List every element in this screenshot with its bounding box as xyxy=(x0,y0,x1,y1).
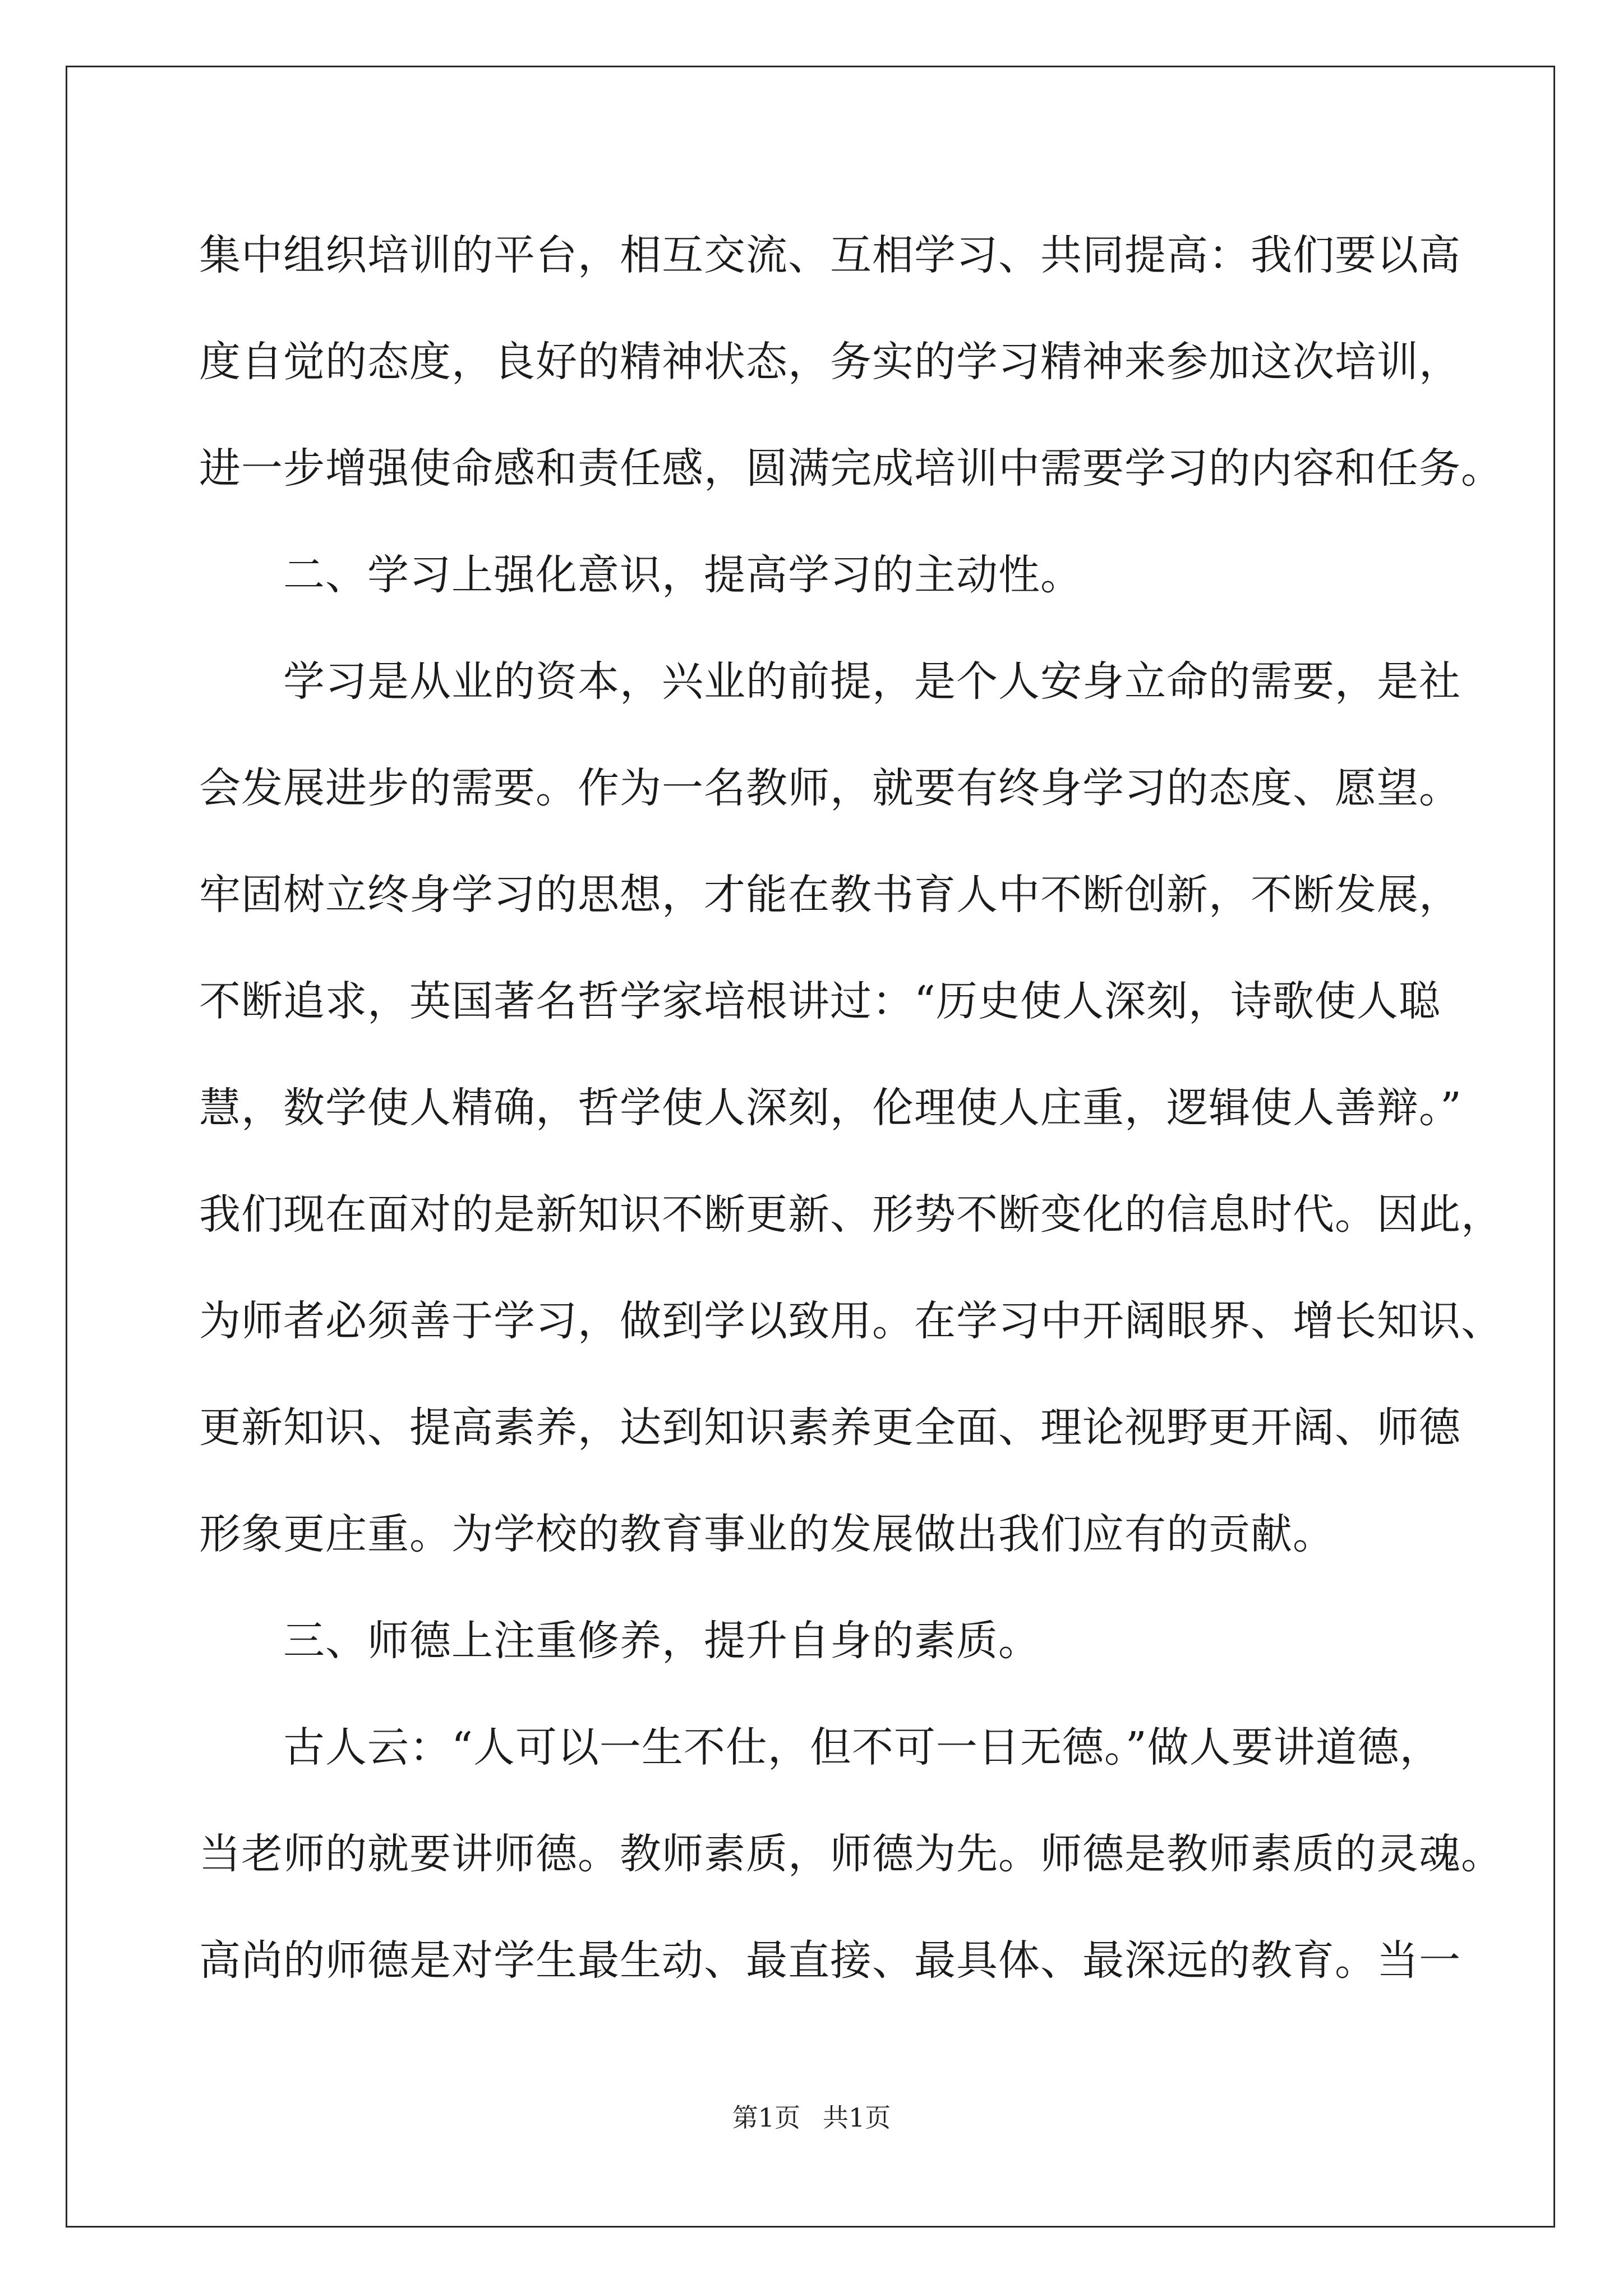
section-heading: 二、学习上强化意识，提高学习的主动性。 xyxy=(283,551,1082,599)
text-line: 为师者必须善于学习，做到学以致用。在学习中开阔眼界、增长知识、 xyxy=(199,1297,1503,1345)
page-footer xyxy=(0,2101,1623,2134)
text-line: 集中组织培训的平台，相互交流、互相学习、共同提高：我们要以高 xyxy=(199,231,1461,279)
document-body xyxy=(199,213,1503,2025)
text-line: 进一步增强使命感和责任感，圆满完成培训中需要学习的内容和任务。 xyxy=(199,444,1503,493)
text-line: 高尚的师德是对学生最生动、最直接、最具体、最深远的教育。当一 xyxy=(199,1936,1461,1985)
text-line: 牢固树立终身学习的思想，才能在教书育人中不断创新，不断发展， xyxy=(199,871,1461,919)
text-line: 慧，数学使人精确，哲学使人深刻，伦理使人庄重，逻辑使人善辩。” xyxy=(199,1084,1462,1132)
text-line: 会发展进步的需要。作为一名教师，就要有终身学习的态度、愿望。 xyxy=(199,764,1461,812)
text-line: 度自觉的态度，良好的精神状态，务实的学习精神来参加这次培训， xyxy=(199,338,1461,386)
page-number: 第1页 xyxy=(732,2102,800,2133)
page-total: 共1页 xyxy=(823,2102,891,2133)
text-line: 当老师的就要讲师德。教师素质，师德为先。师德是教师素质的灵魂。 xyxy=(199,1830,1503,1878)
section-heading: 三、师德上注重修养，提升自身的素质。 xyxy=(283,1617,1040,1665)
text-line: 更新知识、提高素养，达到知识素养更全面、理论视野更开阔、师德 xyxy=(199,1404,1461,1452)
text-line: 我们现在面对的是新知识不断更新、形势不断变化的信息时代。因此， xyxy=(199,1190,1503,1239)
text-line: 形象更庄重。为学校的教育事业的发展做出我们应有的贡献。 xyxy=(199,1510,1335,1558)
text-line: 古人云：“人可以一生不仕，但不可一日无德。”做人要讲道德， xyxy=(283,1723,1442,1772)
text-line: 不断追求，英国著名哲学家培根讲过：“历史使人深刻，诗歌使人聪 xyxy=(199,977,1441,1025)
text-line: 学习是从业的资本，兴业的前提，是个人安身立命的需要，是社 xyxy=(283,657,1461,706)
